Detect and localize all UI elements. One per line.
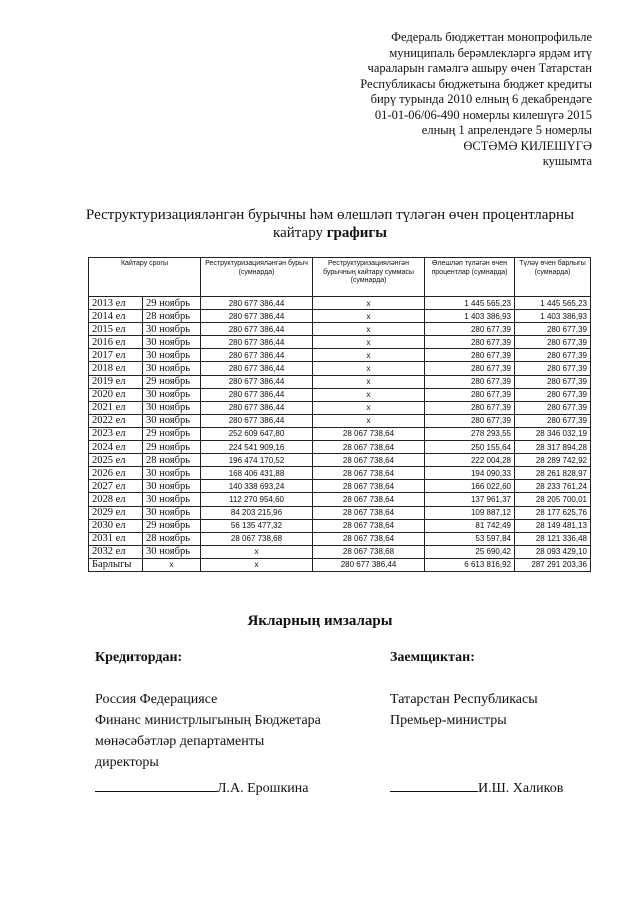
cell-interest: 1 445 565,23 xyxy=(425,297,515,310)
table-row xyxy=(89,454,591,467)
cell-year: 2014 ел xyxy=(89,310,143,323)
cell-repayment: 28 067 738,64 xyxy=(313,532,425,545)
borrower-name: И.Ш. Халиков xyxy=(478,781,564,796)
cell-total: 28 205 700,01 xyxy=(515,493,591,506)
col-header-repayment: Реструктуризацияләнгән бурычның кайтару суммасы (сумнарда) xyxy=(313,258,425,297)
cell-debt: 280 677 386,44 xyxy=(201,323,313,336)
cell-debt: 280 677 386,44 xyxy=(201,362,313,375)
table-row xyxy=(89,401,591,414)
cell-total: 280 677,39 xyxy=(515,362,591,375)
cell-interest: 278 293,55 xyxy=(425,427,515,440)
total-cell: х xyxy=(201,558,313,571)
cell-total: 280 677,39 xyxy=(515,414,591,427)
header-line: Республикасы бюджетына бюджет кредиты xyxy=(360,76,592,91)
col-header-total: Түләү өчен барлыгы (сумнарда) xyxy=(515,258,591,297)
cell-interest: 280 677,39 xyxy=(425,323,515,336)
title-line-1: Реструктуризацияләнгән бурычны һәм өлешләп түләгән өчен процентларны xyxy=(85,207,575,223)
total-cell: 287 291 203,36 xyxy=(515,558,591,571)
cell-total: 1 445 565,23 xyxy=(515,297,591,310)
cell-date: 30 ноябрь xyxy=(143,493,201,506)
cell-debt: 168 406 431,88 xyxy=(201,467,313,480)
table-header-row xyxy=(89,258,591,297)
cell-year: 2027 ел xyxy=(89,480,143,493)
cell-year: 2023 ел xyxy=(89,427,143,440)
cell-interest: 280 677,39 xyxy=(425,375,515,388)
cell-year: 2024 ел xyxy=(89,441,143,454)
header-line: бирү турында 2010 елның 6 декабрендәге xyxy=(370,92,592,106)
header-line: чараларын гамәлгә ашыру өчен Татарстан xyxy=(367,61,592,75)
cell-repayment: х xyxy=(313,297,425,310)
cell-repayment: 28 067 738,64 xyxy=(313,480,425,493)
table-row xyxy=(89,297,591,310)
cell-date: 30 ноябрь xyxy=(143,480,201,493)
cell-date: 28 ноябрь xyxy=(143,310,201,323)
cell-repayment: х xyxy=(313,362,425,375)
cell-year: 2028 ел xyxy=(89,493,143,506)
cell-year: 2029 ел xyxy=(89,506,143,519)
table-row xyxy=(89,323,591,336)
table-row xyxy=(89,336,591,349)
cell-total: 280 677,39 xyxy=(515,401,591,414)
cell-year: 2016 ел xyxy=(89,336,143,349)
table-row xyxy=(89,310,591,323)
cell-year: 2032 ел xyxy=(89,545,143,558)
table-row xyxy=(89,519,591,532)
cell-date: 29 ноябрь xyxy=(143,297,201,310)
cell-debt: 280 677 386,44 xyxy=(201,401,313,414)
col-header-debt: Реструктуризацияләнгән бурыч (сумнарда) xyxy=(201,258,313,297)
cell-date: 30 ноябрь xyxy=(143,401,201,414)
cell-debt: 280 677 386,44 xyxy=(201,349,313,362)
cell-total: 28 233 761,24 xyxy=(515,480,591,493)
cell-date: 30 ноябрь xyxy=(143,362,201,375)
cell-total: 280 677,39 xyxy=(515,349,591,362)
cell-repayment: 28 067 738,68 xyxy=(313,545,425,558)
cell-interest: 250 155,64 xyxy=(425,441,515,454)
cell-year: 2021 ел xyxy=(89,401,143,414)
cell-repayment: х xyxy=(313,336,425,349)
cell-interest: 280 677,39 xyxy=(425,388,515,401)
cell-debt: 196 474 170,52 xyxy=(201,454,313,467)
cell-debt: 280 677 386,44 xyxy=(201,310,313,323)
table-row xyxy=(89,349,591,362)
cell-repayment: 28 067 738,64 xyxy=(313,441,425,454)
cell-total: 28 121 336,48 xyxy=(515,532,591,545)
table-row xyxy=(89,467,591,480)
creditor-name: Л.А. Ерошкина xyxy=(217,781,309,796)
cell-year: 2031 ел xyxy=(89,532,143,545)
cell-interest: 222 004,28 xyxy=(425,454,515,467)
cell-interest: 280 677,39 xyxy=(425,336,515,349)
cell-repayment: х xyxy=(313,401,425,414)
table-row xyxy=(89,427,591,440)
cell-interest: 194 090,33 xyxy=(425,467,515,480)
table-row xyxy=(89,375,591,388)
cell-total: 1 403 386,93 xyxy=(515,310,591,323)
cell-date: 30 ноябрь xyxy=(143,506,201,519)
cell-debt: 280 677 386,44 xyxy=(201,375,313,388)
cell-year: 2018 ел xyxy=(89,362,143,375)
table-total-row xyxy=(89,558,591,571)
total-label: Барлыгы xyxy=(89,558,143,571)
cell-year: 2015 ел xyxy=(89,323,143,336)
creditor-signature-block xyxy=(95,647,321,799)
cell-debt: 280 677 386,44 xyxy=(201,297,313,310)
cell-debt: 112 270 954,60 xyxy=(201,493,313,506)
col-header-interest: Өлешләп түләгән өчен процентлар (сумнарда) xyxy=(425,258,515,297)
cell-debt: 56 135 477,32 xyxy=(201,519,313,532)
cell-debt: 280 677 386,44 xyxy=(201,336,313,349)
header-line: ӨСТӘМӘ КИЛЕШҮГӘ xyxy=(463,138,592,153)
cell-debt: 140 338 693,24 xyxy=(201,480,313,493)
cell-repayment: х xyxy=(313,323,425,336)
cell-repayment: 28 067 738,64 xyxy=(313,454,425,467)
cell-interest: 280 677,39 xyxy=(425,349,515,362)
total-cell: 280 677 386,44 xyxy=(313,558,425,571)
col-header-term: Кайтару срогы xyxy=(89,258,201,297)
cell-date: 30 ноябрь xyxy=(143,467,201,480)
table-row xyxy=(89,388,591,401)
table-row xyxy=(89,441,591,454)
creditor-line: Финанс министрлыгының Бюджетара xyxy=(95,713,321,728)
title-line-2-text: кайтару xyxy=(273,225,327,241)
cell-year: 2030 ел xyxy=(89,519,143,532)
cell-debt: 28 067 738,68 xyxy=(201,532,313,545)
table-row xyxy=(89,414,591,427)
cell-repayment: х xyxy=(313,375,425,388)
creditor-line: директоры xyxy=(95,755,159,770)
signatures-title: Якларның имзалары xyxy=(247,613,393,629)
cell-debt: 84 203 215,96 xyxy=(201,506,313,519)
cell-interest: 109 887,12 xyxy=(425,506,515,519)
cell-total: 280 677,39 xyxy=(515,323,591,336)
cell-interest: 280 677,39 xyxy=(425,401,515,414)
cell-interest: 280 677,39 xyxy=(425,414,515,427)
cell-interest: 53 597,84 xyxy=(425,532,515,545)
cell-repayment: х xyxy=(313,414,425,427)
cell-total: 280 677,39 xyxy=(515,388,591,401)
cell-repayment: 28 067 738,64 xyxy=(313,427,425,440)
cell-total: 280 677,39 xyxy=(515,375,591,388)
header-line: елның 1 апрелендәге 5 номерлы xyxy=(421,123,592,137)
cell-repayment: 28 067 738,64 xyxy=(313,506,425,519)
cell-date: 30 ноябрь xyxy=(143,388,201,401)
cell-interest: 280 677,39 xyxy=(425,362,515,375)
creditor-line: Россия Федерациясе xyxy=(95,692,218,707)
cell-repayment: 28 067 738,64 xyxy=(313,519,425,532)
cell-year: 2022 ел xyxy=(89,414,143,427)
cell-date: 29 ноябрь xyxy=(143,375,201,388)
cell-total: 28 317 894,28 xyxy=(515,441,591,454)
cell-date: 30 ноябрь xyxy=(143,323,201,336)
total-cell: х xyxy=(143,558,201,571)
cell-total: 28 093 429,10 xyxy=(515,545,591,558)
cell-date: 28 ноябрь xyxy=(143,532,201,545)
cell-debt: 224 541 909,16 xyxy=(201,441,313,454)
repayment-schedule-table xyxy=(88,257,591,572)
table-row xyxy=(89,493,591,506)
cell-repayment: 28 067 738,64 xyxy=(313,467,425,480)
table-row xyxy=(89,480,591,493)
cell-repayment: 28 067 738,64 xyxy=(313,493,425,506)
cell-interest: 137 961,37 xyxy=(425,493,515,506)
creditor-line: мөнәсәбәтләр департаменты xyxy=(95,734,265,749)
table-row xyxy=(89,532,591,545)
borrower-heading: Заемщиктан: xyxy=(390,650,475,665)
cell-year: 2025 ел xyxy=(89,454,143,467)
cell-debt: 280 677 386,44 xyxy=(201,414,313,427)
cell-total: 28 261 828,97 xyxy=(515,467,591,480)
cell-total: 28 346 032,19 xyxy=(515,427,591,440)
cell-total: 28 177 625,76 xyxy=(515,506,591,519)
title-line-2 xyxy=(70,224,590,242)
cell-year: 2013 ел xyxy=(89,297,143,310)
cell-date: 29 ноябрь xyxy=(143,427,201,440)
cell-interest: 1 403 386,93 xyxy=(425,310,515,323)
cell-date: 30 ноябрь xyxy=(143,545,201,558)
cell-total: 28 149 481,13 xyxy=(515,519,591,532)
cell-date: 30 ноябрь xyxy=(143,414,201,427)
document-title xyxy=(70,206,590,242)
header-line: кушымта xyxy=(542,154,592,168)
creditor-heading: Кредитордан: xyxy=(95,650,183,665)
table-row xyxy=(89,362,591,375)
cell-repayment: х xyxy=(313,349,425,362)
cell-interest: 166 022,60 xyxy=(425,480,515,493)
borrower-line: Премьер-министры xyxy=(390,713,507,728)
title-line-2-bold: графигы xyxy=(326,225,387,241)
cell-debt: 280 677 386,44 xyxy=(201,388,313,401)
cell-date: 30 ноябрь xyxy=(143,336,201,349)
cell-debt: х xyxy=(201,545,313,558)
table-row xyxy=(89,545,591,558)
cell-year: 2026 ел xyxy=(89,467,143,480)
cell-date: 29 ноябрь xyxy=(143,519,201,532)
cell-year: 2019 ел xyxy=(89,375,143,388)
header-line: муниципаль берәмлекләргә ярдәм итү xyxy=(389,45,592,60)
table-row xyxy=(89,506,591,519)
borrower-signature-block xyxy=(390,647,563,799)
signature-blank xyxy=(390,777,478,792)
annex-header xyxy=(272,30,592,170)
cell-debt: 252 609 647,80 xyxy=(201,427,313,440)
borrower-line: Татарстан Республикасы xyxy=(390,692,538,707)
creditor-signature-line xyxy=(95,777,321,799)
borrower-signature-line xyxy=(390,777,563,799)
cell-total: 280 677,39 xyxy=(515,336,591,349)
total-cell: 6 613 816,92 xyxy=(425,558,515,571)
cell-date: 29 ноябрь xyxy=(143,441,201,454)
cell-interest: 25 690,42 xyxy=(425,545,515,558)
signature-blank xyxy=(95,777,217,792)
header-line: Федераль бюджеттан монопрофильле xyxy=(391,30,592,44)
cell-date: 28 ноябрь xyxy=(143,454,201,467)
cell-total: 28 289 742,92 xyxy=(515,454,591,467)
header-line: 01-01-06/06-490 номерлы килешүгә 2015 xyxy=(374,107,592,122)
cell-repayment: х xyxy=(313,388,425,401)
cell-date: 30 ноябрь xyxy=(143,349,201,362)
cell-interest: 81 742,49 xyxy=(425,519,515,532)
cell-year: 2020 ел xyxy=(89,388,143,401)
cell-repayment: х xyxy=(313,310,425,323)
cell-year: 2017 ел xyxy=(89,349,143,362)
